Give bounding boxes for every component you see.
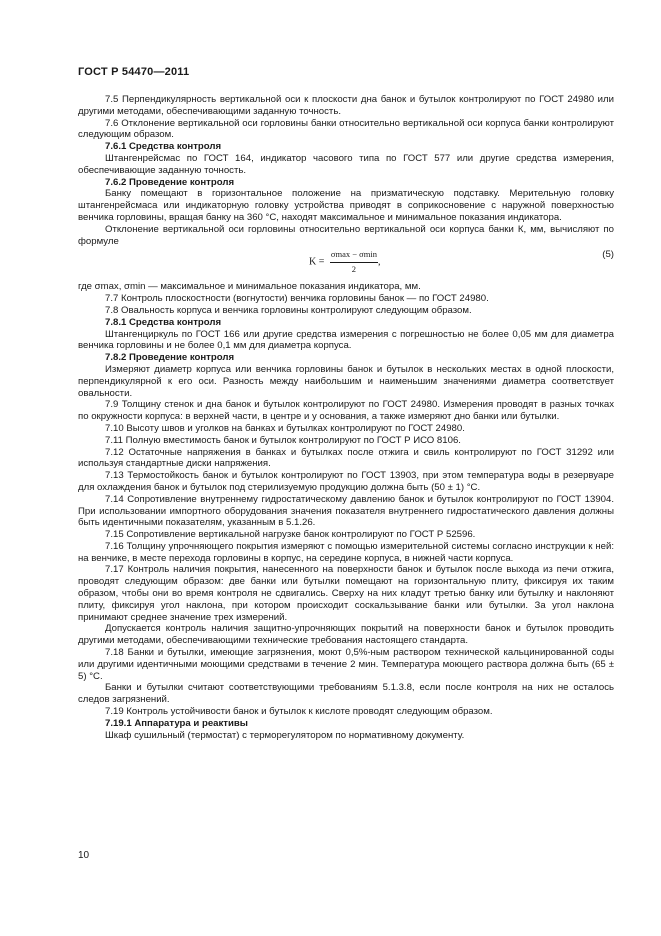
heading-7-6-2: 7.6.2 Проведение контроля [105,176,235,188]
formula-numerator: σmax − σmin [330,249,378,263]
paragraph-7-18: 7.18 Банки и бутылки, имеющие загрязнения, моют 0,5%-ным раствором технической кальцинированной соды или другими идентичными моющими средствами в течение 2 мин. Температура моющего раствора должна быть (65 ± 5) °С. [78,647,614,682]
heading-7-6-1: 7.6.1 Средства контроля [105,141,222,153]
formula-fraction [330,249,378,276]
paragraph-7-5: 7.5 Перпендикулярность вертикальной оси к плоскости дна банок и бутылок контролируют по ГОСТ 24980 или другими методами, обеспечивающими заданную точность. [78,94,614,117]
paragraph-7-14: 7.14 Сопротивление внутреннему гидростатическому давлению банок и бутылок контролируют по ГОСТ 13904. При использовании импортного оборудования значения показателя внутреннего гидростатического давления должны быть идентичными показателям, указанным в 5.1.26. [78,493,614,529]
heading-7-8-1: 7.8.1 Средства контроля [105,316,222,328]
formula-denominator: 2 [351,264,357,275]
document-body [78,94,614,741]
heading-7-19-1: 7.19.1 Аппаратура и реактивы [105,717,248,729]
formula-lhs: K = [309,256,325,268]
paragraph-7-6: 7.6 Отклонение вертикальной оси горловины банки относительно вертикальной оси корпуса банки контролируют следующим образом. [78,117,614,141]
formula-trail: , [377,256,381,268]
document-header: ГОСТ Р 54470—2011 [78,66,190,78]
paragraph-formula-legend: где σmax, σmin — максимальное и минимальное показания индикатора, мм. [78,281,421,293]
paragraph-7-16: 7.16 Толщину упрочняющего покрытия измеряют с помощью измерительной системы согласно инструкции к ней: на венчике, в месте перехода горловины в корпус, на середине корпуса, в нижней части корпуса. [78,540,614,564]
paragraph-7-10: 7.10 Высоту швов и уголков на банках и бутылках контролируют по ГОСТ 24980. [105,422,465,434]
heading-7-8-2: 7.8.2 Проведение контроля [105,352,235,364]
paragraph-7-19: 7.19 Контроль устойчивости банок и бутылок к кислоте проводят следующим образом. [105,706,493,718]
paragraph-7-6-2-text: Банку помещают в горизонтальное положение на призматическую подставку. Мерительную головку штангенрейсмаса или индикаторную головку устройства приводят в соприкосновение с наружной поверхностью венчика горловины, вращая банку на 360 °С, находят максимальное и минимальное показания индикатора. [78,188,614,223]
paragraph-formula-intro: Отклонение вертикальной оси горловины относительно вертикальной оси корпуса банки К, мм, вычисляют по формуле [78,223,614,247]
paragraph-7-6-1-text: Штангенрейсмас по ГОСТ 164, индикатор часового типа по ГОСТ 577 или другие средства измерения, обеспечивающие заданную точность. [78,152,614,176]
formula-5 [78,249,614,279]
formula-expression [309,249,380,276]
paragraph-7-19-1-text: Шкаф сушильный (термостат) с терморегулятором по нормативному документу. [105,729,465,741]
paragraph-7-8-1-text: Штангенциркуль по ГОСТ 166 или другие средства измерения с погрешностью не более 0,05 мм для диаметра венчика горловины и не более 0,1 мм для диаметра корпуса. [78,328,614,352]
page-number: 10 [78,850,90,861]
paragraph-7-8: 7.8 Овальность корпуса и венчика горловины контролируют следующим образом. [105,304,472,316]
paragraph-7-17-addendum: Допускается контроль наличия защитно-упрочняющих покрытий на поверхности банок и бутылок проводить другими методами, обеспечивающими технические требования настоящего стандарта. [78,623,614,647]
paragraph-7-7: 7.7 Контроль плоскостности (вогнутости) венчика горловины банок — по ГОСТ 24980. [105,293,489,305]
paragraph-7-13: 7.13 Термостойкость банок и бутылок контролируют по ГОСТ 13903, при этом температура воды в резервуаре для охлаждения банок и бутылок под стерилизуемую продукцию должна быть (50 ± 1) °С. [78,470,614,493]
formula-number: (5) [602,249,614,261]
paragraph-7-15: 7.15 Сопротивление вертикальной нагрузке банок контролируют по ГОСТ Р 52596. [105,529,476,541]
paragraph-7-9: 7.9 Толщину стенок и дна банок и бутылок контролируют по ГОСТ 24980. Измерения проводят в разных точках по окружности корпуса: в верхней части, в центре и у основания, а также измеряют дно банки или бутылки. [78,399,614,423]
paragraph-7-8-2-text: Измеряют диаметр корпуса или венчика горловины банок и бутылок в нескольких местах в одной плоскости, перпендикулярной к его оси. Разность между наибольшим и наименьшим значениями диаметра соответствует овальности. [78,363,614,399]
paragraph-7-12: 7.12 Остаточные напряжения в банках и бутылках после отжига и свиль контролируют по ГОСТ 31292 или используя стандартные диски напряжения. [78,446,614,470]
paragraph-7-18-addendum: Банки и бутылки считают соответствующими требованиям 5.1.3.8, если после контроля на них не осталось следов загрязнений. [78,682,614,706]
paragraph-7-11: 7.11 Полную вместимость банок и бутылок контролируют по ГОСТ Р ИСО 8106. [105,434,461,446]
paragraph-7-17: 7.17 Контроль наличия покрытия, нанесенного на поверхности банок и бутылок после выхода из печи отжига, проводят следующим образом: две банки или бутылки помещают на горизонтальную плиту, фиксируя их таким образом, чтобы они во время контроля не сдвигались. Сверху на них кладут третью банку или бутылку и наклоняют плиту, фиксируя угол наклона, при котором происходит соскальзывание банки или бутылки. За угол наклона принимают среднее значение трех измерений. [78,564,614,623]
